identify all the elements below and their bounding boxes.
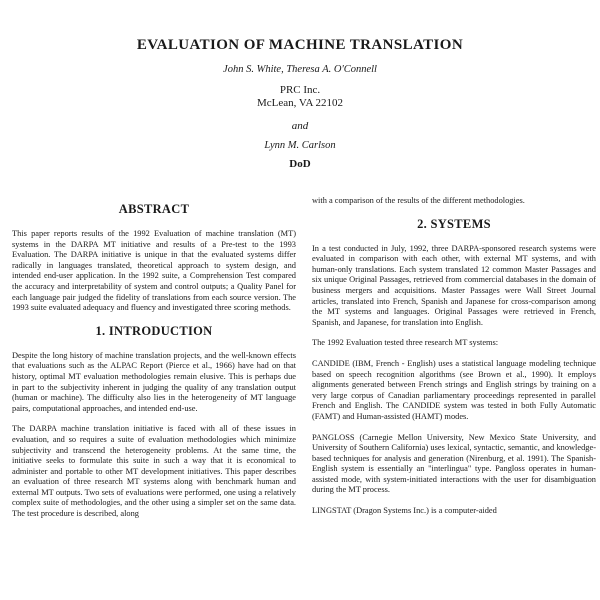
introduction-heading: 1. INTRODUCTION — [95, 323, 213, 338]
affiliation-address: McLean, VA 22102 — [256, 97, 344, 109]
paper-title: EVALUATION OF MACHINE TRANSLATION — [136, 37, 464, 53]
systems-paragraph-1: In a test conducted in July, 1992, three DARPA-sponsored research systems were evaluated in comparison with each other, with external MT systems, and with human-only translations. Each system translated 12 common Master Passages and six unique Original Passages, retrieved from commercial databases in the domain of business mergers and acquisitions. Master Passages were Wall Street Journal articles, translated into French, Spanish and Japanese for cross-comparison among the MT systems and languages. Original Passages were retrieved in French, Spanish, and Japanese, for translation into English. — [312, 243, 596, 327]
second-author: Lynn M. Carlson — [264, 140, 336, 151]
affiliation-dod: DoD — [289, 158, 311, 170]
lingstat-paragraph: LINGSTAT (Dragon Systems Inc.) is a computer-aided — [312, 506, 497, 516]
introduction-paragraph-2: The DARPA machine translation initiative is faced with all of these issues in evaluation, and so requires a suite of evaluation methodologies which minimize subjectivity and transcend the heterogeneity problems. At the same time, the initiative seeks to formulate this suite in such a way that it is economical to administer and portable to other MT development initiatives. This paper describes an evaluation of three research MT systems along with benchmark human and external MT outputs. Two sets of evaluations were performed, one using a relatively complex suite of methodologies, and the other using a simpler set on the same data. The test procedure is described, along — [12, 424, 296, 519]
abstract-heading: ABSTRACT — [118, 202, 190, 216]
systems-paragraph-2: The 1992 Evaluation tested three research MT systems: — [312, 338, 499, 348]
authors: John S. White, Theresa A. O'Connell — [223, 64, 377, 75]
introduction-continuation: with a comparison of the results of the different methodologies. — [312, 196, 525, 205]
pangloss-paragraph: PANGLOSS (Carnegie Mellon University, New Mexico State University, and University of Southern California) uses lexical, syntactic, semantic, and knowledge-based techniques for analysis and generation (Nirenburg, et al. 1991). The Spanish-English system is essentially an "interlingua" type. Pangloss operates in human-assisted mode, with system-initiated interactions with the user for disambiguation during the MT process. — [312, 432, 596, 495]
introduction-paragraph-1: Despite the long history of machine translation projects, and the well-known effects that evaluations such as the ALPAC Report (Pierce et al., 1966) have had on that history, optimal MT evaluation methodologies remain elusive. This is perhaps due in part to the subjectivity inherent in judging the quality of any translation output (human or machine). The difficulty also lies in the heterogeneity of MT language pairs, computational approaches, and intended end-use. — [12, 350, 296, 413]
candide-paragraph: CANDIDE (IBM, French - English) uses a statistical language modeling technique based on speech recognition algorithms (see Brown et al., 1990). It employs alignments generated between French strings and English strings by training on a very large corpus of Canadian parliamentary proceedings represented in parallel French and English. The CANDIDE system was tested in both Fully Automatic (FAMT) and Human-assisted (HAMT) modes. — [312, 358, 596, 421]
affiliation-org: PRC Inc. — [279, 84, 321, 96]
systems-heading: 2. SYSTEMS — [417, 216, 491, 231]
left-column — [12, 196, 296, 530]
author-conjunction: and — [291, 120, 309, 132]
affiliation-prc — [0, 84, 600, 110]
right-column — [312, 196, 596, 527]
abstract-text: This paper reports results of the 1992 Evaluation of machine translation (MT) systems in the DARPA MT initiative and results of a Pre-test to the 1993 Evaluation. The DARPA initiative is unique in that the evaluated systems differ radically in languages translated, theoretical approach to system design, and intended end-user application. In the 1992 suite, a Comprehension Test compared the accuracy and interpretability of system and control outputs; a Quality Panel for each language pair judged the fidelity of translations from each source version. The 1993 suite evaluated adequacy and fluency and investigated three scoring methods. — [12, 229, 296, 313]
